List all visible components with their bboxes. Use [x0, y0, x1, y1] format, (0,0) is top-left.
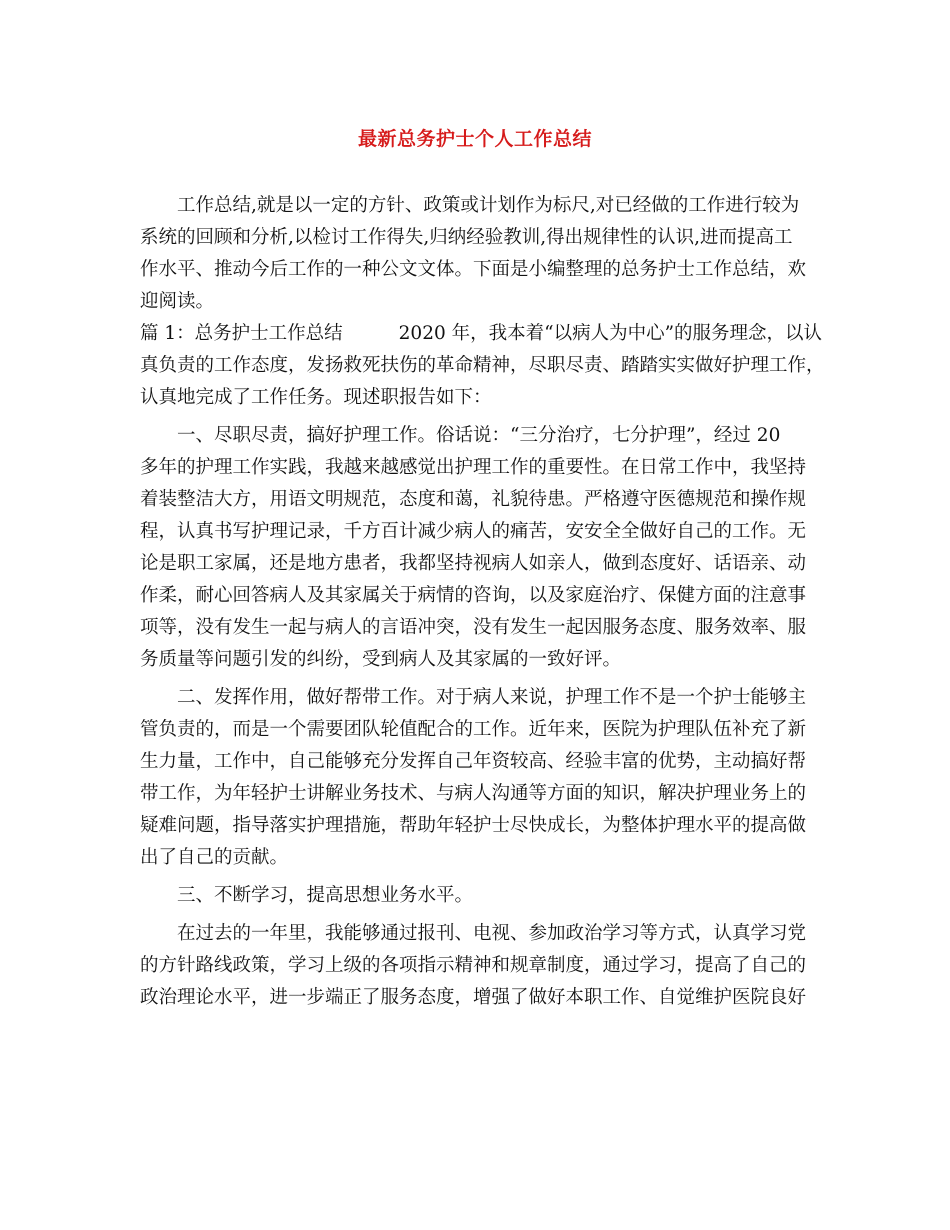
text-line: 生力量，工作中，自己能够充分发挥自己年资较高、经验丰富的优势，主动搞好帮 — [140, 751, 807, 772]
text-line: 三、不断学习，提高思想业务水平。 — [177, 885, 474, 906]
text-line: 真负责的工作态度，发扬救死扶伤的革命精神，尽职尽责、踏踏实实做好护理工作， — [140, 355, 825, 376]
text-line: 迎阅读。 — [140, 291, 215, 312]
text-line: 论是职工家属，还是地方患者，我都坚持视病人如亲人，做到态度好、话语亲、动 — [140, 553, 807, 574]
text-line: 务质量等问题引发的纠纷，受到病人及其家属的一致好评。 — [140, 649, 622, 670]
text-line: 疑难问题，指导落实护理措施，帮助年轻护士尽快成长，为整体护理水平的提高做 — [140, 815, 807, 836]
text-line: 项等，没有发生一起与病人的言语冲突，没有发生一起因服务态度、服务效率、服 — [140, 617, 807, 638]
text-line: 出了自己的贡献。 — [140, 847, 289, 868]
text-line: 着装整洁大方，用语文明规范，态度和蔼，礼貌待患。严格遵守医德规范和操作规 — [140, 489, 807, 510]
text-line: 作柔，耐心回答病人及其家属关于病情的咨询，以及家庭治疗、保健方面的注意事 — [140, 585, 807, 606]
text-span: 2020 年，我本着“以病人为中心”的服务理念，以认 — [398, 323, 823, 344]
text-line: 程，认真书写护理记录，千方百计减少病人的痛苦，安安全全做好自己的工作。无 — [140, 521, 807, 542]
text-line: 一、尽职尽责，搞好护理工作。俗话说：“三分治疗，七分护理”，经过 20 — [177, 425, 781, 446]
text-line: 政治理论水平，进一步端正了服务态度，增强了做好本职工作、自觉维护医院良好 — [140, 987, 807, 1008]
section-heading-line — [140, 318, 830, 350]
document-body — [140, 190, 830, 1014]
section-heading: 篇 1：总务护士工作总结 — [140, 323, 343, 344]
text-line: 二、发挥作用，做好帮带工作。对于病人来说，护理工作不是一个护士能够主 — [177, 687, 807, 708]
text-line: 的方针路线政策，学习上级的各项指示精神和规章制度，通过学习，提高了自己的 — [140, 955, 807, 976]
text-line: 多年的护理工作实践，我越来越感觉出护理工作的重要性。在日常工作中，我坚持 — [140, 457, 807, 478]
text-line: 工作总结,就是以一定的方针、政策或计划作为标尺,对已经做的工作进行较为 — [177, 195, 800, 216]
text-line: 作水平、推动今后工作的一种公文文体。下面是小编整理的总务护士工作总结，欢 — [140, 259, 807, 280]
text-line: 在过去的一年里，我能够通过报刊、电视、参加政治学习等方式，认真学习党 — [177, 923, 807, 944]
text-line: 管负责的，而是一个需要团队轮值配合的工作。近年来，医院为护理队伍补充了新 — [140, 719, 807, 740]
text-line: 认真地完成了工作任务。现述职报告如下： — [140, 387, 492, 408]
document-title: 最新总务护士个人工作总结 — [357, 128, 592, 150]
text-line: 带工作，为年轻护士讲解业务技术、与病人沟通等方面的知识，解决护理业务上的 — [140, 783, 807, 804]
text-line: 系统的回顾和分析,以检讨工作得失,归纳经验教训,得出规律性的认识,进而提高工 — [140, 227, 793, 248]
